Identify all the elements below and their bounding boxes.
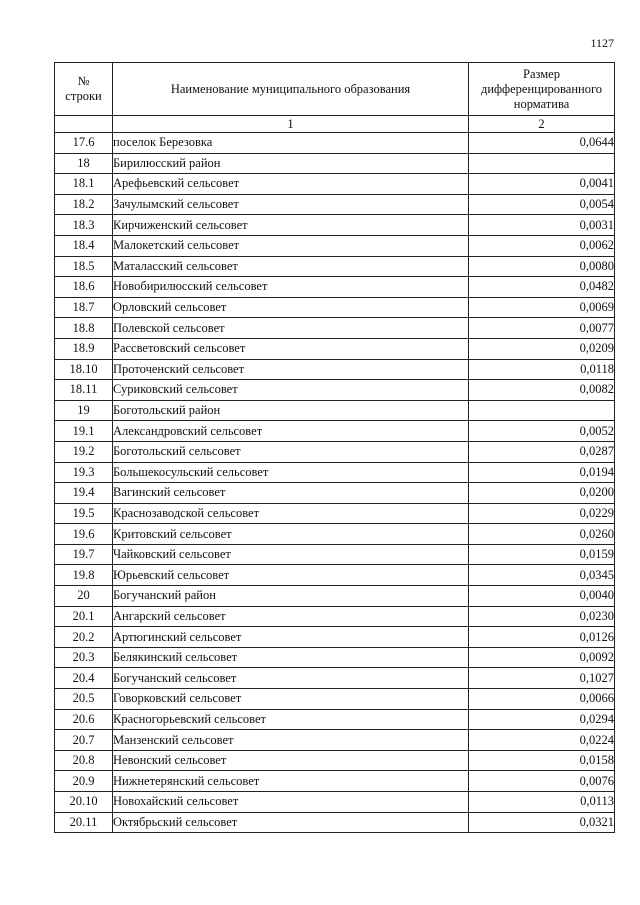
row-number: 18.2 <box>55 194 113 215</box>
municipality-name: Александровский сельсовет <box>113 421 469 442</box>
normative-value: 0,0200 <box>469 483 615 504</box>
table-row <box>55 647 615 668</box>
normative-value <box>469 400 615 421</box>
table-row <box>55 400 615 421</box>
table-row <box>55 462 615 483</box>
municipality-name: Богучанский район <box>113 586 469 607</box>
table-row <box>55 771 615 792</box>
row-number: 18 <box>55 153 113 174</box>
header-municipality-name: Наименование муниципального образования <box>113 63 469 116</box>
header-row-number: № строки <box>55 63 113 116</box>
normative-value: 0,0321 <box>469 812 615 833</box>
table-row <box>55 297 615 318</box>
page-number: 1127 <box>590 36 614 50</box>
table-row <box>55 441 615 462</box>
row-number: 19.3 <box>55 462 113 483</box>
row-number: 20.11 <box>55 812 113 833</box>
normative-value: 0,0062 <box>469 235 615 256</box>
normative-value: 0,0209 <box>469 338 615 359</box>
normative-value: 0,0113 <box>469 792 615 813</box>
row-number: 18.5 <box>55 256 113 277</box>
column-index-1: 1 <box>113 116 469 133</box>
normative-value: 0,0031 <box>469 215 615 236</box>
municipality-name: Арефьевский сельсовет <box>113 174 469 195</box>
row-number: 19.8 <box>55 565 113 586</box>
normative-value: 0,0082 <box>469 380 615 401</box>
row-number: 18.1 <box>55 174 113 195</box>
table-row <box>55 174 615 195</box>
normative-value: 0,0040 <box>469 586 615 607</box>
municipality-name: Суриковский сельсовет <box>113 380 469 401</box>
municipality-name: Малокетский сельсовет <box>113 235 469 256</box>
table-row <box>55 338 615 359</box>
row-number: 20.5 <box>55 689 113 710</box>
normative-value: 0,0229 <box>469 503 615 524</box>
municipality-name: Маталасский сельсовет <box>113 256 469 277</box>
table-row <box>55 215 615 236</box>
municipality-name: Бирилюсский район <box>113 153 469 174</box>
municipality-name: Нижнетерянский сельсовет <box>113 771 469 792</box>
table-row <box>55 421 615 442</box>
municipality-name: Зачулымский сельсовет <box>113 194 469 215</box>
table-row <box>55 668 615 689</box>
municipality-name: Октябрьский сельсовет <box>113 812 469 833</box>
normative-value: 0,0066 <box>469 689 615 710</box>
column-index-row <box>55 116 615 133</box>
table-row <box>55 812 615 833</box>
table-row <box>55 792 615 813</box>
row-number: 18.8 <box>55 318 113 339</box>
municipality-name: Краснозаводской сельсовет <box>113 503 469 524</box>
table-row <box>55 565 615 586</box>
municipality-name: поселок Березовка <box>113 133 469 154</box>
row-number: 20.10 <box>55 792 113 813</box>
municipality-name: Чайковский сельсовет <box>113 544 469 565</box>
municipality-name: Вагинский сельсовет <box>113 483 469 504</box>
normative-value: 0,0052 <box>469 421 615 442</box>
municipality-name: Ангарский сельсовет <box>113 606 469 627</box>
municipality-name: Боготольский район <box>113 400 469 421</box>
table-row <box>55 153 615 174</box>
normative-value: 0,0287 <box>469 441 615 462</box>
table-header-row <box>55 63 615 116</box>
table-row <box>55 256 615 277</box>
municipality-name: Манзенский сельсовет <box>113 730 469 751</box>
normative-value: 0,0345 <box>469 565 615 586</box>
table-row <box>55 503 615 524</box>
normative-value <box>469 153 615 174</box>
row-number: 20.4 <box>55 668 113 689</box>
row-number: 17.6 <box>55 133 113 154</box>
row-number: 20.3 <box>55 647 113 668</box>
municipality-name: Боготольский сельсовет <box>113 441 469 462</box>
row-number: 19.5 <box>55 503 113 524</box>
row-number: 19.7 <box>55 544 113 565</box>
municipality-name: Орловский сельсовет <box>113 297 469 318</box>
normative-value: 0,0092 <box>469 647 615 668</box>
normative-value: 0,0076 <box>469 771 615 792</box>
table-row <box>55 689 615 710</box>
row-number: 18.3 <box>55 215 113 236</box>
table-body <box>55 133 615 833</box>
normative-value: 0,0054 <box>469 194 615 215</box>
row-number: 18.4 <box>55 235 113 256</box>
row-number: 19.6 <box>55 524 113 545</box>
row-number: 18.11 <box>55 380 113 401</box>
row-number: 19.4 <box>55 483 113 504</box>
row-number: 20 <box>55 586 113 607</box>
row-number: 19 <box>55 400 113 421</box>
normative-value: 0,0126 <box>469 627 615 648</box>
municipality-name: Кирчиженский сельсовет <box>113 215 469 236</box>
row-number: 19.2 <box>55 441 113 462</box>
normative-value: 0,0260 <box>469 524 615 545</box>
row-number: 20.2 <box>55 627 113 648</box>
normative-table <box>54 62 615 833</box>
normative-value: 0,0077 <box>469 318 615 339</box>
table-row <box>55 544 615 565</box>
table-row <box>55 235 615 256</box>
normative-value: 0,0194 <box>469 462 615 483</box>
table-row <box>55 730 615 751</box>
municipality-name: Полевской сельсовет <box>113 318 469 339</box>
row-number: 18.7 <box>55 297 113 318</box>
row-number: 20.9 <box>55 771 113 792</box>
table-row <box>55 133 615 154</box>
municipality-name: Говорковский сельсовет <box>113 689 469 710</box>
municipality-name: Большекосульский сельсовет <box>113 462 469 483</box>
normative-value: 0,0041 <box>469 174 615 195</box>
table-row <box>55 483 615 504</box>
normative-value: 0,0294 <box>469 709 615 730</box>
municipality-name: Невонский сельсовет <box>113 750 469 771</box>
municipality-name: Новобирилюсский сельсовет <box>113 277 469 298</box>
normative-value: 0,0118 <box>469 359 615 380</box>
municipality-name: Проточенский сельсовет <box>113 359 469 380</box>
municipality-name: Артюгинский сельсовет <box>113 627 469 648</box>
column-index-2: 2 <box>469 116 615 133</box>
normative-value: 0,0644 <box>469 133 615 154</box>
normative-value: 0,0224 <box>469 730 615 751</box>
normative-value: 0,0069 <box>469 297 615 318</box>
table-row <box>55 380 615 401</box>
header-normative-size: Размер дифференцированного норматива <box>469 63 615 116</box>
normative-value: 0,1027 <box>469 668 615 689</box>
normative-value: 0,0080 <box>469 256 615 277</box>
row-number: 18.9 <box>55 338 113 359</box>
municipality-name: Богучанский сельсовет <box>113 668 469 689</box>
row-number: 20.7 <box>55 730 113 751</box>
table-row <box>55 359 615 380</box>
table-row <box>55 750 615 771</box>
municipality-name: Рассветовский сельсовет <box>113 338 469 359</box>
table-row <box>55 277 615 298</box>
table-row <box>55 524 615 545</box>
normative-value: 0,0159 <box>469 544 615 565</box>
column-index-0 <box>55 116 113 133</box>
table-row <box>55 194 615 215</box>
municipality-name: Красногорьевский сельсовет <box>113 709 469 730</box>
normative-value: 0,0230 <box>469 606 615 627</box>
municipality-name: Юрьевский сельсовет <box>113 565 469 586</box>
row-number: 20.6 <box>55 709 113 730</box>
municipality-name: Критовский сельсовет <box>113 524 469 545</box>
municipality-name: Белякинский сельсовет <box>113 647 469 668</box>
municipality-name: Новохайский сельсовет <box>113 792 469 813</box>
row-number: 20.1 <box>55 606 113 627</box>
table-row <box>55 606 615 627</box>
row-number: 19.1 <box>55 421 113 442</box>
row-number: 18.10 <box>55 359 113 380</box>
normative-value: 0,0482 <box>469 277 615 298</box>
row-number: 18.6 <box>55 277 113 298</box>
table-row <box>55 709 615 730</box>
table-row <box>55 318 615 339</box>
table-row <box>55 586 615 607</box>
normative-value: 0,0158 <box>469 750 615 771</box>
row-number: 20.8 <box>55 750 113 771</box>
table-row <box>55 627 615 648</box>
